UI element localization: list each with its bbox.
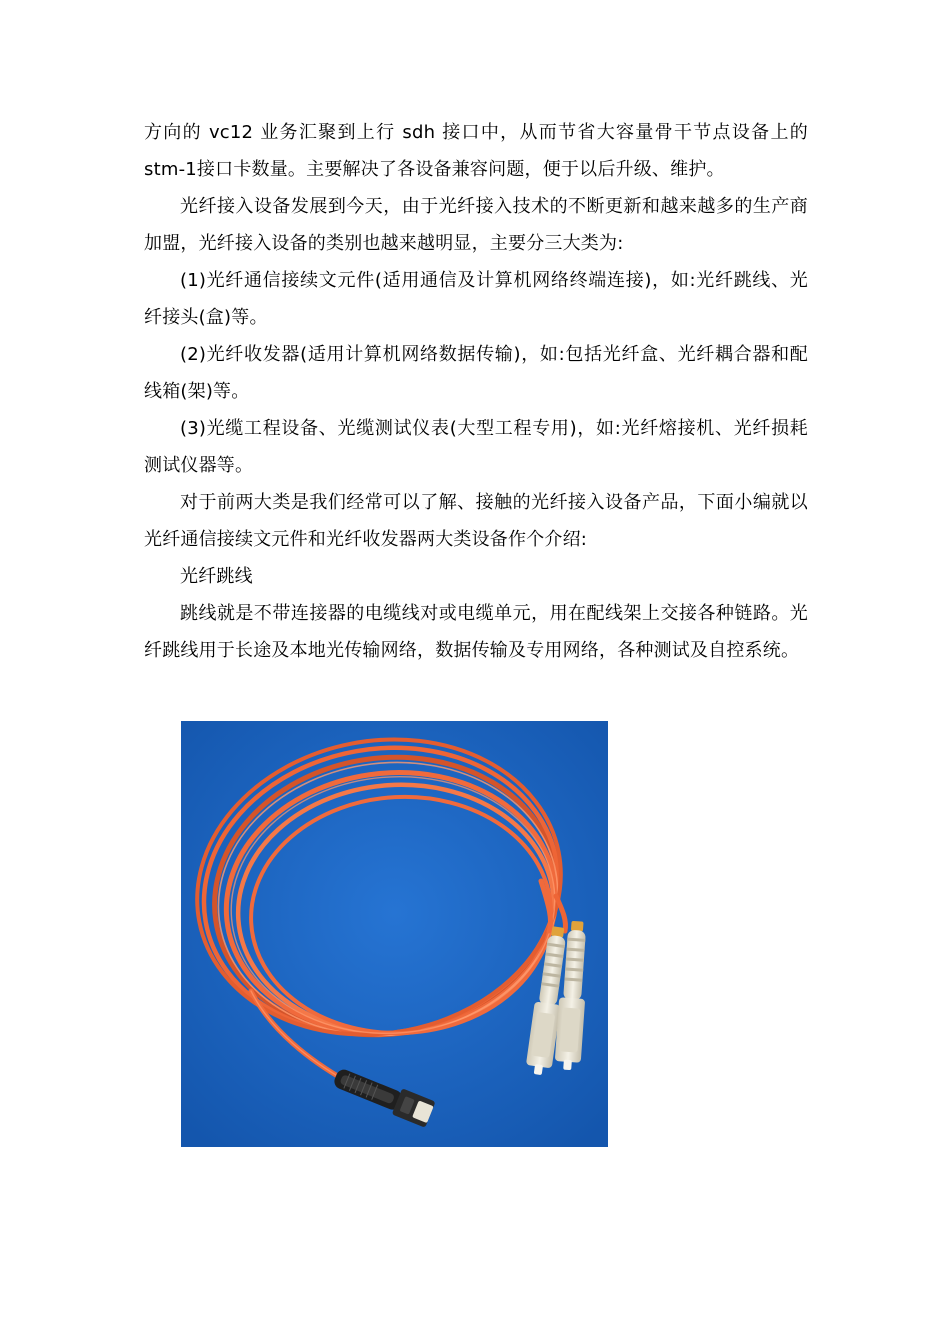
paragraph-device-categories: 光纤接入设备发展到今天，由于光纤接入技术的不断更新和越来越多的生产商加盟，光纤接入设备的类别也越来越明显，主要分三大类为:	[144, 196, 808, 254]
fiber-patch-cord-photo	[181, 721, 608, 1147]
paragraph-patch-cord-definition: 跳线就是不带连接器的电缆线对或电缆单元，用在配线架上交接各种链路。光纤跳线用于长途及本地光传输网络，数据传输及专用网络，各种测试及自控系统。	[144, 603, 808, 661]
section-heading-patch-cord: 光纤跳线	[180, 566, 253, 587]
list-item-category-3: (3)光缆工程设备、光缆测试仪表(大型工程专用)，如:光纤熔接机、光纤损耗测试仪器等。	[144, 418, 808, 476]
list-item-category-2: (2)光纤收发器(适用计算机网络数据传输)，如:包括光纤盒、光纤耦合器和配线箱(架)等。	[144, 344, 808, 402]
paragraph-introduction: 对于前两大类是我们经常可以了解、接触的光纤接入设备产品，下面小编就以光纤通信接续文元件和光纤收发器两大类设备作个介绍:	[144, 492, 808, 550]
paragraph-intro-continued: 方向的 vc12 业务汇聚到上行 sdh 接口中，从而节省大容量骨干节点设备上的stm-1接口卡数量。主要解决了各设备兼容问题，便于以后升级、维护。	[144, 122, 808, 180]
list-item-category-1: (1)光纤通信接续文元件(适用通信及计算机网络终端连接)，如:光纤跳线、光纤接头(盒)等。	[144, 270, 808, 328]
fiber-patch-cord-icon	[181, 721, 608, 1147]
document-body	[144, 114, 808, 669]
